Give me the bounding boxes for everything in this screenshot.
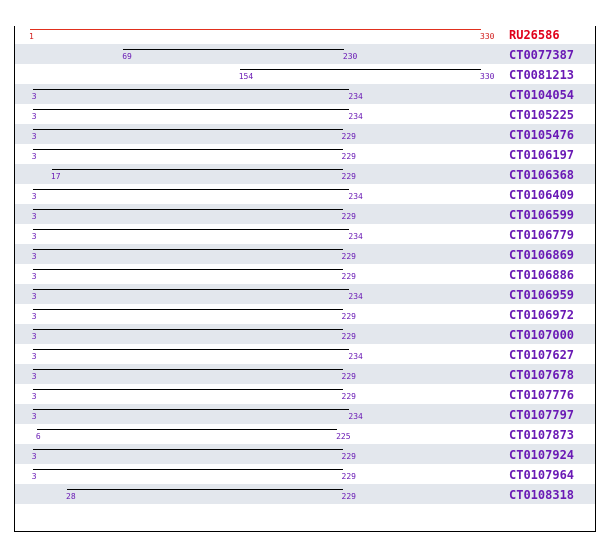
hit-row bbox=[15, 424, 595, 444]
hit-start: 3 bbox=[31, 132, 37, 141]
hit-bar bbox=[33, 469, 343, 470]
hit-end: 234 bbox=[348, 192, 363, 201]
hit-start: 28 bbox=[66, 492, 76, 501]
hit-label[interactable]: CT0107776 bbox=[509, 388, 575, 402]
hit-start: 3 bbox=[31, 392, 37, 401]
hit-label[interactable]: CT0107627 bbox=[509, 348, 575, 362]
hit-end: 234 bbox=[348, 112, 363, 121]
hit-row bbox=[15, 84, 595, 104]
hit-start: 3 bbox=[31, 292, 37, 301]
hit-row bbox=[15, 44, 595, 64]
hit-row bbox=[15, 124, 595, 144]
hit-end: 234 bbox=[348, 412, 363, 421]
reference-start: 1 bbox=[29, 32, 34, 41]
hit-row bbox=[15, 224, 595, 244]
hit-row bbox=[15, 144, 595, 164]
hit-row bbox=[15, 244, 595, 264]
hit-bar bbox=[33, 109, 350, 110]
hit-start: 3 bbox=[31, 212, 37, 221]
hit-end: 330 bbox=[480, 72, 495, 81]
hit-end: 229 bbox=[341, 132, 356, 141]
hit-start: 3 bbox=[31, 192, 37, 201]
hit-label[interactable]: CT0106779 bbox=[509, 228, 575, 242]
hit-label[interactable]: CT0106972 bbox=[509, 308, 575, 322]
hit-label[interactable]: CT0105476 bbox=[509, 128, 575, 142]
hit-start: 3 bbox=[31, 332, 37, 341]
hit-bar bbox=[33, 209, 343, 210]
hit-bar bbox=[33, 189, 350, 190]
hit-bar bbox=[67, 489, 343, 490]
hit-end: 229 bbox=[341, 152, 356, 161]
hit-start: 3 bbox=[31, 232, 37, 241]
hit-end: 234 bbox=[348, 292, 363, 301]
hit-end: 229 bbox=[341, 372, 356, 381]
hit-end: 229 bbox=[341, 172, 356, 181]
hit-start: 3 bbox=[31, 352, 37, 361]
hit-bar bbox=[52, 169, 343, 170]
hit-bar bbox=[33, 229, 350, 230]
hit-row bbox=[15, 64, 595, 84]
hit-start: 3 bbox=[31, 472, 37, 481]
hit-label[interactable]: CT0104054 bbox=[509, 88, 575, 102]
hit-start: 3 bbox=[31, 272, 37, 281]
hit-label[interactable]: CT0106869 bbox=[509, 248, 575, 262]
hit-end: 229 bbox=[341, 392, 356, 401]
reference-end: 330 bbox=[480, 32, 495, 41]
hit-bar bbox=[33, 269, 343, 270]
hit-end: 234 bbox=[348, 92, 363, 101]
hit-label[interactable]: CT0106959 bbox=[509, 288, 575, 302]
hit-end: 229 bbox=[341, 272, 356, 281]
hit-end: 229 bbox=[341, 472, 356, 481]
hit-start: 3 bbox=[31, 112, 37, 121]
hit-start: 3 bbox=[31, 312, 37, 321]
hit-label[interactable]: CT0107678 bbox=[509, 368, 575, 382]
reference-row bbox=[15, 24, 595, 44]
hit-row bbox=[15, 184, 595, 204]
hit-start: 3 bbox=[31, 452, 37, 461]
hit-start: 3 bbox=[31, 92, 37, 101]
hit-end: 229 bbox=[341, 312, 356, 321]
hit-start: 17 bbox=[50, 172, 61, 181]
hit-row bbox=[15, 164, 595, 184]
hit-row bbox=[15, 344, 595, 364]
hit-bar bbox=[33, 389, 343, 390]
hit-row bbox=[15, 444, 595, 464]
hit-bar bbox=[123, 49, 344, 50]
hit-label[interactable]: CT0106409 bbox=[509, 188, 575, 202]
hit-bar bbox=[33, 369, 343, 370]
hit-end: 229 bbox=[341, 492, 356, 501]
hit-label[interactable]: CT0107000 bbox=[509, 328, 575, 342]
hit-start: 154 bbox=[238, 72, 254, 81]
hit-end: 229 bbox=[341, 452, 356, 461]
hit-end: 229 bbox=[341, 252, 356, 261]
hit-row bbox=[15, 484, 595, 504]
hit-row bbox=[15, 204, 595, 224]
hit-row bbox=[15, 304, 595, 324]
hit-label[interactable]: CT0105225 bbox=[509, 108, 575, 122]
hit-label[interactable]: CT0106197 bbox=[509, 148, 575, 162]
reference-label[interactable]: RU26586 bbox=[509, 28, 560, 42]
hit-bar bbox=[33, 89, 350, 90]
hit-end: 230 bbox=[342, 52, 358, 61]
hit-bar bbox=[33, 149, 343, 150]
hit-bar bbox=[33, 329, 343, 330]
hit-label[interactable]: CT0108318 bbox=[509, 488, 575, 502]
hit-label[interactable]: CT0077387 bbox=[509, 48, 575, 62]
hit-bar bbox=[33, 449, 343, 450]
hit-start: 3 bbox=[31, 412, 37, 421]
hit-label[interactable]: CT0106886 bbox=[509, 268, 575, 282]
hit-label[interactable]: CT0107924 bbox=[509, 448, 575, 462]
hit-start: 3 bbox=[31, 372, 37, 381]
hit-label[interactable]: CT0107873 bbox=[509, 428, 575, 442]
hit-bar bbox=[33, 409, 350, 410]
hit-end: 229 bbox=[341, 212, 356, 221]
hit-label[interactable]: CT0106599 bbox=[509, 208, 575, 222]
hit-row bbox=[15, 364, 595, 384]
hit-row bbox=[15, 324, 595, 344]
reference-bar bbox=[30, 29, 481, 30]
hit-end: 234 bbox=[348, 232, 363, 241]
hit-end: 225 bbox=[336, 432, 351, 441]
hit-row bbox=[15, 264, 595, 284]
hit-end: 234 bbox=[348, 352, 363, 361]
hit-label[interactable]: CT0107797 bbox=[509, 408, 575, 422]
hit-start: 3 bbox=[31, 252, 37, 261]
hit-label[interactable]: CT0081213 bbox=[509, 68, 575, 82]
hit-bar bbox=[37, 429, 337, 430]
hit-bar bbox=[33, 309, 343, 310]
hit-start: 69 bbox=[122, 52, 132, 61]
hit-row bbox=[15, 384, 595, 404]
hit-start: 3 bbox=[31, 152, 37, 161]
hit-label[interactable]: CT0106368 bbox=[509, 168, 575, 182]
hit-start: 6 bbox=[35, 432, 41, 441]
hit-row bbox=[15, 104, 595, 124]
hit-bar bbox=[240, 69, 481, 70]
hit-bar bbox=[33, 289, 350, 290]
hit-row bbox=[15, 284, 595, 304]
hit-bar bbox=[33, 249, 343, 250]
hit-row bbox=[15, 464, 595, 484]
hit-label[interactable]: CT0107964 bbox=[509, 468, 575, 482]
hit-bar bbox=[33, 349, 350, 350]
hit-bar bbox=[33, 129, 343, 130]
hit-row bbox=[15, 404, 595, 424]
hit-end: 229 bbox=[341, 332, 356, 341]
